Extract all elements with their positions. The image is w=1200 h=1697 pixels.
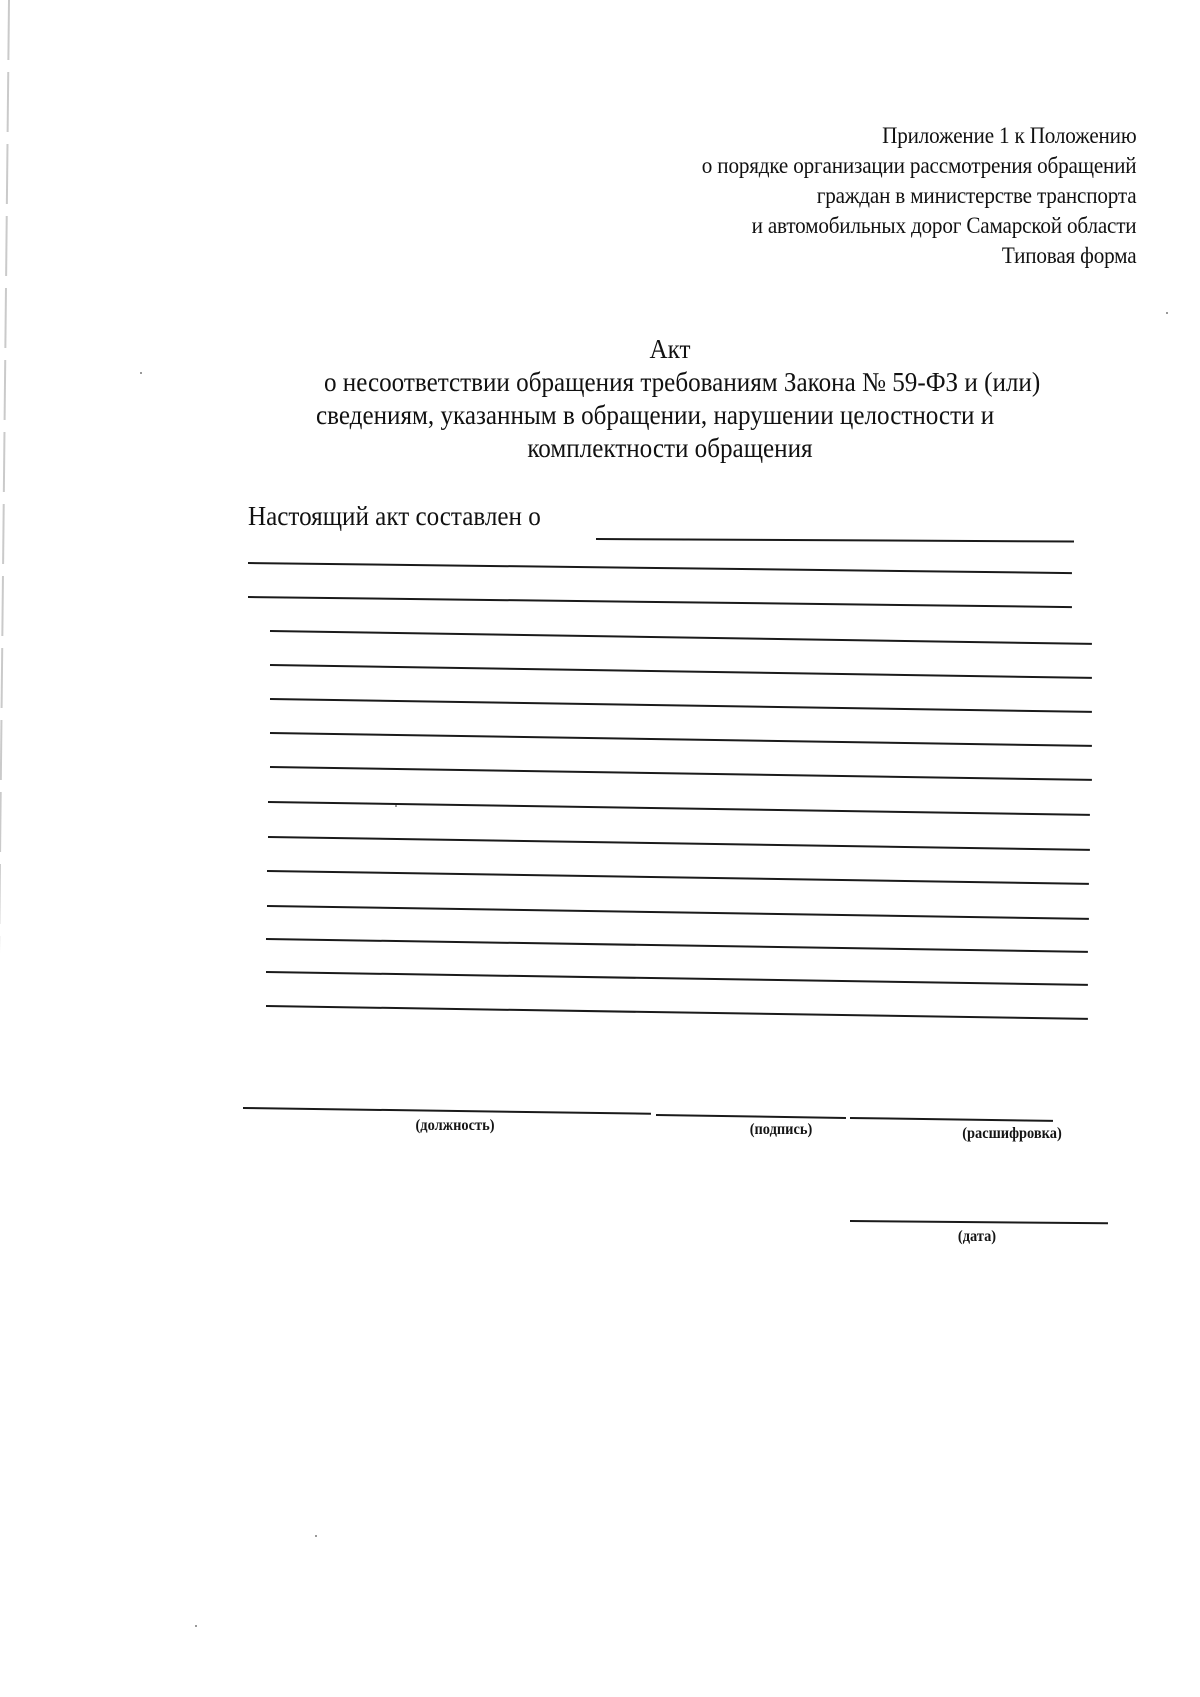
header-line: о порядке организации рассмотрения обращений bbox=[701, 153, 1136, 178]
blank-line[interactable] bbox=[270, 766, 1092, 781]
blank-line[interactable] bbox=[270, 732, 1092, 747]
scan-speck bbox=[140, 372, 142, 374]
scan-speck bbox=[1166, 312, 1168, 314]
blank-line[interactable] bbox=[270, 630, 1092, 645]
scan-speck bbox=[315, 1535, 317, 1537]
blank-line[interactable] bbox=[266, 971, 1088, 986]
intro-text: Настоящий акт составлен о bbox=[248, 501, 541, 531]
blank-line[interactable] bbox=[596, 538, 1074, 543]
signature-line[interactable] bbox=[656, 1114, 846, 1119]
title-line: комплектности обращения bbox=[527, 433, 813, 463]
blank-line[interactable] bbox=[270, 664, 1092, 679]
blank-line[interactable] bbox=[270, 698, 1092, 713]
header-line: Типовая форма bbox=[1001, 243, 1136, 268]
scan-edge-artifact bbox=[0, 0, 10, 1200]
title-line: о несоответствии обращения требованиям Закона № 59-ФЗ и (или) bbox=[323, 367, 1041, 397]
position-line[interactable] bbox=[243, 1107, 651, 1115]
blank-line[interactable] bbox=[267, 870, 1089, 885]
title-line: сведениям, указанным в обращении, нарушении целостности и bbox=[316, 400, 995, 430]
blank-line[interactable] bbox=[266, 938, 1088, 953]
blank-line[interactable] bbox=[248, 562, 1072, 574]
title-heading: Акт bbox=[649, 334, 691, 364]
scan-speck bbox=[395, 805, 397, 807]
position-label: (должность) bbox=[415, 1117, 495, 1134]
blank-line[interactable] bbox=[267, 905, 1089, 920]
decoding-label: (расшифровка) bbox=[962, 1125, 1062, 1142]
document-title bbox=[261, 333, 1079, 465]
date-label: (дата) bbox=[957, 1228, 997, 1245]
blank-line[interactable] bbox=[268, 836, 1090, 851]
date-line[interactable] bbox=[850, 1220, 1108, 1224]
blank-line[interactable] bbox=[248, 596, 1072, 608]
signature-label: (подпись) bbox=[749, 1121, 813, 1138]
scan-speck bbox=[195, 1625, 197, 1627]
header-line: Приложение 1 к Положению bbox=[881, 123, 1136, 148]
blank-line[interactable] bbox=[268, 801, 1090, 816]
header-line: и автомобильных дорог Самарской области bbox=[751, 213, 1136, 238]
header-line: граждан в министерстве транспорта bbox=[816, 183, 1136, 208]
blank-line[interactable] bbox=[266, 1005, 1088, 1020]
decoding-line[interactable] bbox=[850, 1117, 1053, 1122]
appendix-header bbox=[701, 121, 1136, 271]
